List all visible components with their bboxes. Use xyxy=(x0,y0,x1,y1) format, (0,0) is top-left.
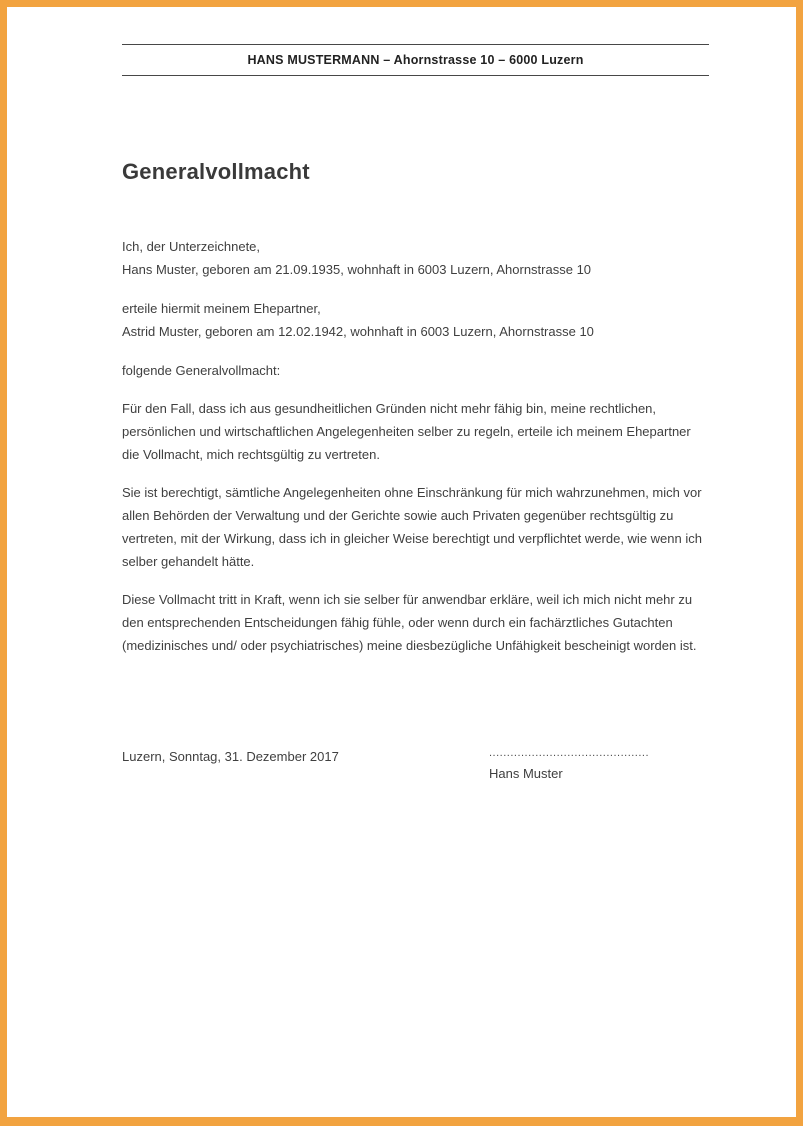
document-body xyxy=(122,235,709,657)
document-content xyxy=(7,44,796,783)
grant-paragraph xyxy=(122,297,709,343)
signature-block xyxy=(489,745,709,783)
paragraph-1: Für den Fall, dass ich aus gesundheitlichen Gründen nicht mehr fähig bin, meine rechtlichen, persönlichen und wirtschaftlichen Angelegenheiten selber zu regeln, erteile ich meinem Ehepartner die Vollmacht, mich rechtsgültig zu vertreten. xyxy=(122,401,691,462)
subject-line: folgende Generalvollmacht: xyxy=(122,363,281,378)
letterhead xyxy=(122,44,709,76)
intro-line-2: Hans Muster, geboren am 21.09.1935, wohnhaft in 6003 Luzern, Ahornstrasse 10 xyxy=(122,262,592,277)
intro-paragraph xyxy=(122,235,709,281)
document-title: Generalvollmacht xyxy=(122,159,310,184)
intro-line-1: Ich, der Unterzeichnete, xyxy=(122,239,261,254)
paragraph-2: Sie ist berechtigt, sämtliche Angelegenheiten ohne Einschränkung für mich wahrzunehmen, mich vor allen Behörden der Verwaltung und der Gerichte sowie auch Privaten gegenüber rechtsgültig zu vertreten, mit der Wirkung, dass ich in gleicher Weise berechtigt und verpflichtet werde, wie wenn ich selber gehandelt hätte. xyxy=(122,485,702,569)
signature-line: ............................................. xyxy=(489,747,650,759)
signature-name: Hans Muster xyxy=(489,766,563,781)
paragraph-3: Diese Vollmacht tritt in Kraft, wenn ich sie selber für anwendbar erkläre, weil ich mich nicht mehr zu den entsprechenden Entscheidungen fähig fühle, oder wenn durch ein fachärztliches Gutachten (medizinisches und/ oder psychiatrisches) meine diesbezügliche Unfähigkeit bescheinigt worden ist. xyxy=(122,592,697,653)
grant-line-1: erteile hiermit meinem Ehepartner, xyxy=(122,301,321,316)
letterhead-text: HANS MUSTERMANN – Ahornstrasse 10 – 6000 Luzern xyxy=(247,53,584,67)
document-footer xyxy=(122,745,709,783)
place-date: Luzern, Sonntag, 31. Dezember 2017 xyxy=(122,749,339,764)
grant-line-2: Astrid Muster, geboren am 12.02.1942, wohnhaft in 6003 Luzern, Ahornstrasse 10 xyxy=(122,324,594,339)
